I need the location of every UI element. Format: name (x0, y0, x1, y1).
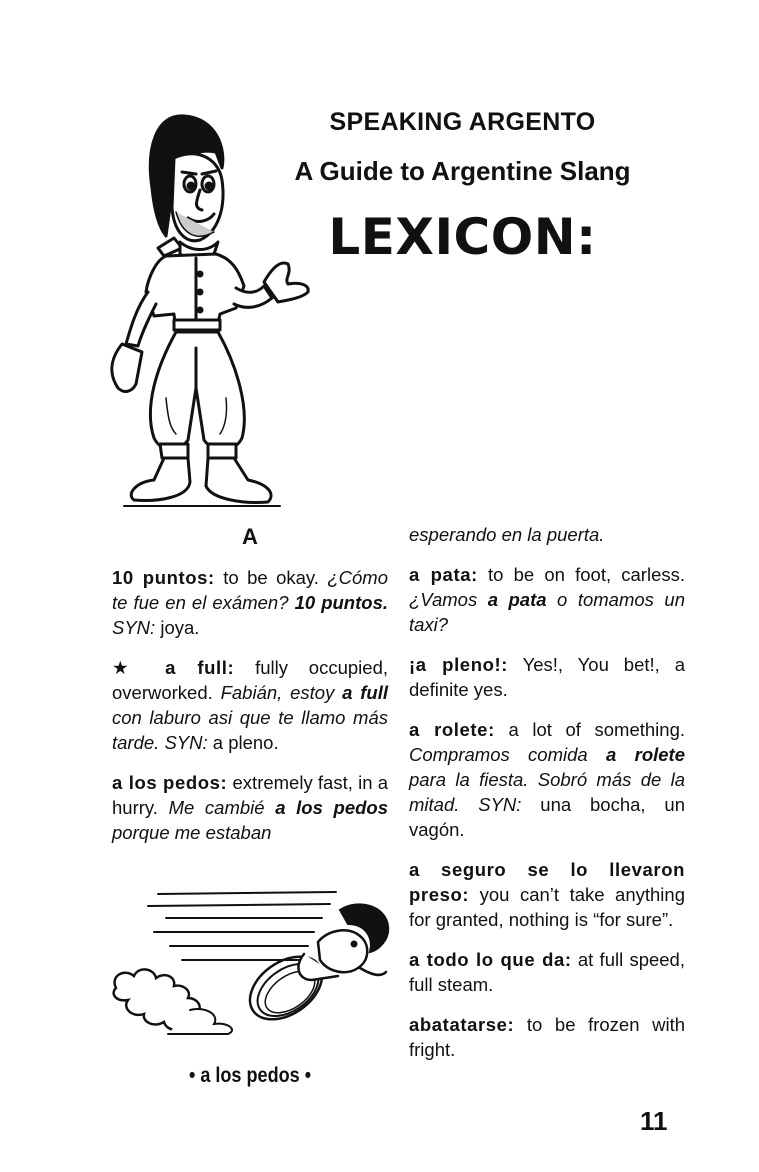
example: Compramos comida (409, 744, 607, 765)
lexicon-entry (409, 717, 685, 842)
headword: a los pedos: (112, 772, 228, 793)
definition: to be frozen with fright. (409, 1014, 685, 1060)
left-column (112, 522, 388, 860)
example-term: a pata (487, 589, 547, 610)
example: Fabián, estoy (220, 682, 343, 703)
headword: a full: (165, 657, 235, 678)
example-term: a rolete (606, 744, 685, 765)
section-title: LEXICON: (328, 208, 597, 266)
example-term: a full (342, 682, 389, 703)
definition: extremely fast, in a hurry. (112, 772, 388, 818)
lexicon-entry (112, 770, 388, 845)
example: con laburo asi que te llamo más tarde. (112, 707, 388, 753)
example-term: 10 puntos. (294, 592, 388, 613)
synonym-label: SYN: (459, 794, 522, 815)
example-term: a los pedos (275, 797, 388, 818)
book-title: SPEAKING ARGENTO (329, 108, 596, 136)
example: para la fiesta. Sobró más de la mitad. (409, 769, 685, 815)
lexicon-entry (409, 857, 685, 932)
synonym: una bocha, un vagón. (409, 794, 685, 840)
lexicon-entry (409, 562, 685, 637)
section-letter: A (242, 524, 258, 549)
headword: ¡a pleno!: (409, 654, 509, 675)
definition: to be okay. (214, 567, 328, 588)
definition: fully occupied, overworked. (112, 657, 388, 703)
star-icon: ★ (112, 657, 166, 678)
headword: abatatarse: (409, 1014, 515, 1035)
synonym: joya. (155, 617, 200, 638)
running-gaucho-illustration (108, 880, 396, 1036)
headword: a seguro se lo llevaron preso: (409, 859, 685, 905)
lexicon-entry (112, 655, 388, 755)
lexicon-entry (409, 652, 685, 702)
example: o tomamos un taxi? (409, 589, 685, 635)
definition: to be on foot, carless. (477, 564, 685, 585)
right-column (409, 522, 685, 1077)
definition: Yes!, You bet!, a definite yes. (409, 654, 685, 700)
headword: a pata: (409, 564, 478, 585)
example: ¿Vamos (409, 589, 488, 610)
example: Me cambié (168, 797, 276, 818)
definition: you can’t take anything for granted, nothing is “for sure”. (409, 884, 685, 930)
example: ¿Cómo te fue en el exámen? (112, 567, 388, 613)
example: esperando en la puerta. (409, 524, 605, 545)
lexicon-entry (409, 1012, 685, 1062)
page-number: 11 (640, 1106, 668, 1136)
illustration-caption: • a los pedos • (188, 1064, 312, 1087)
definition: a lot of something. (494, 719, 686, 740)
headword: 10 puntos: (112, 567, 215, 588)
synonym-label: SYN: (112, 617, 156, 638)
definition: at full speed, full steam. (409, 949, 685, 995)
headword: a todo lo que da: (409, 949, 572, 970)
book-subtitle: A Guide to Argentine Slang (294, 156, 631, 186)
continuation-text (409, 522, 685, 547)
lexicon-entry (409, 947, 685, 997)
synonym-label: SYN: (159, 732, 208, 753)
synonym: a pleno. (207, 732, 279, 753)
example: porque me estaban (112, 822, 272, 843)
lexicon-entry (112, 565, 388, 640)
headword: a rolete: (409, 719, 495, 740)
gaucho-illustration (96, 108, 322, 516)
